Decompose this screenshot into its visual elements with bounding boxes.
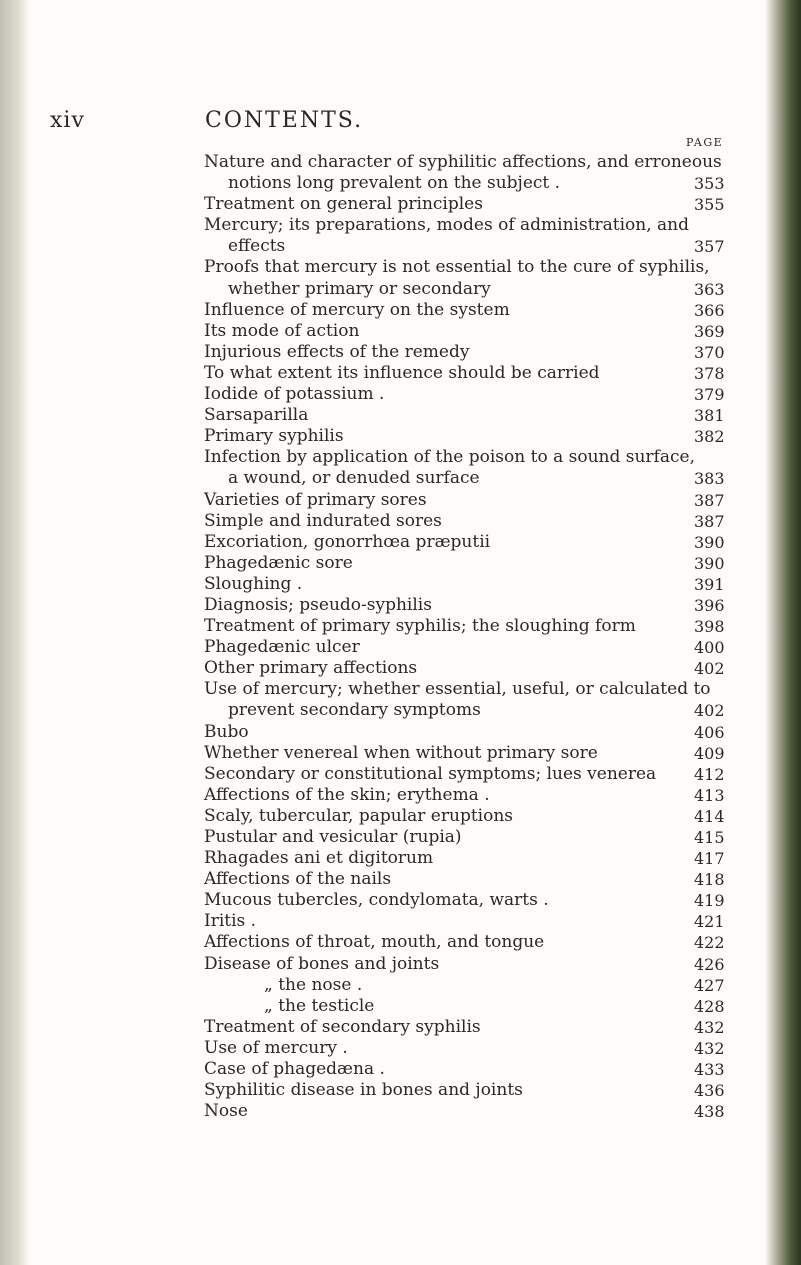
toc-entry-page: 390 <box>694 553 725 573</box>
toc-entry-page: 363 <box>694 279 725 299</box>
toc-entry-page: 390 <box>694 532 725 552</box>
toc-entry <box>204 447 724 468</box>
toc-entry-page: 387 <box>694 511 725 531</box>
toc-entry-title: Phagedænic ulcer <box>204 637 360 658</box>
toc-entry-title: Simple and indurated sores <box>204 510 442 531</box>
toc-entry-title: Nose <box>204 1101 248 1122</box>
toc-entry-page: 412 <box>694 764 725 784</box>
toc-entry <box>204 806 724 827</box>
toc-entry <box>204 1101 724 1122</box>
toc-entry-title: notions long prevalent on the subject . <box>228 173 561 194</box>
toc-entry-title: Secondary or constitutional symptoms; lues venerea <box>204 763 657 784</box>
toc-entry <box>204 975 724 996</box>
toc-entry <box>204 848 724 869</box>
toc-entry-title: Proofs that mercury is not essential to the cure of syphilis, <box>204 257 710 278</box>
toc-entry-title: Iritis . <box>204 911 257 932</box>
toc-entry-title: Varieties of primary sores <box>204 489 427 510</box>
toc-entry-page: 427 <box>694 975 725 995</box>
toc-entry <box>204 637 724 658</box>
toc-entry-page: 391 <box>694 574 725 594</box>
toc-entry <box>204 490 724 511</box>
toc-entry <box>204 911 724 932</box>
toc-entry-title: whether primary or secondary <box>228 278 491 299</box>
toc-entry-title: Phagedænic sore <box>204 552 353 573</box>
toc-entry-title: Treatment on general principles <box>204 194 483 215</box>
toc-entry-title: Injurious effects of the remedy <box>204 341 470 362</box>
toc-entry-title: Diagnosis; pseudo-syphilis <box>204 594 432 615</box>
toc-entry-title: Case of phagedæna . <box>204 1059 385 1080</box>
toc-entry-page: 357 <box>694 237 725 257</box>
toc-entry-page: 421 <box>694 912 725 932</box>
page-edge-shadow <box>0 0 30 1265</box>
toc-entry-page: 432 <box>694 1017 725 1037</box>
toc-entry <box>204 932 724 953</box>
toc-entry-page: 413 <box>694 785 725 805</box>
toc-entry-title: Bubo <box>204 721 249 742</box>
toc-entry <box>204 321 724 342</box>
toc-entry <box>204 1038 724 1059</box>
toc-entry-title: Sarsaparilla <box>204 405 309 426</box>
toc-entry-page: 414 <box>694 806 725 826</box>
toc-entry-page: 406 <box>694 722 725 742</box>
toc-entry-title: Nature and character of syphilitic affections, and erroneous <box>204 152 722 172</box>
toc-entry-title: Syphilitic disease in bones and joints <box>204 1080 523 1101</box>
toc-entry-page: 400 <box>694 638 725 658</box>
toc-entry-page: 370 <box>694 342 725 362</box>
toc-entry-title: Treatment of secondary syphilis <box>204 1016 481 1037</box>
toc-entry <box>204 511 724 532</box>
toc-entry-title: Other primary affections <box>204 658 418 679</box>
toc-entry-title: Use of mercury; whether essential, useful, or calculated to <box>204 679 711 700</box>
toc-entry <box>204 869 724 890</box>
toc-entry-page: 383 <box>694 469 725 489</box>
toc-entry-page: 402 <box>694 701 725 721</box>
toc-entry-page: 355 <box>694 195 725 215</box>
toc-entry-title: effects <box>228 236 286 257</box>
toc-entry <box>204 279 724 300</box>
toc-entry-title: Treatment of primary syphilis; the sloughing form <box>204 616 636 637</box>
toc-entry-page: 353 <box>694 174 725 194</box>
toc-entry-title: Affections of the skin; erythema . <box>204 784 490 805</box>
toc-entry <box>204 785 724 806</box>
toc-entry-page: 387 <box>694 490 725 510</box>
toc-entry <box>204 722 724 743</box>
toc-entry-page: 419 <box>694 891 725 911</box>
toc-entry-page: 396 <box>694 595 725 615</box>
toc-entry <box>204 468 724 489</box>
toc-entry <box>204 426 724 447</box>
toc-entry <box>204 405 724 426</box>
toc-entry-title: Infection by application of the poison to a sound surface, <box>204 447 695 468</box>
toc-entry <box>204 595 724 616</box>
toc-entry <box>204 236 724 257</box>
toc-entry-page: 433 <box>694 1060 725 1080</box>
page-column-label: PAGE <box>686 136 724 149</box>
toc-entry-title: Affections of throat, mouth, and tongue <box>204 932 545 953</box>
toc-entry <box>204 553 724 574</box>
toc-entry <box>204 954 724 975</box>
toc-entry-title: a wound, or denuded surface <box>228 468 480 489</box>
toc-entry-title: Whether venereal when without primary sore <box>204 742 598 763</box>
toc-entry <box>204 827 724 848</box>
toc-entry <box>204 384 724 405</box>
toc-entry-title: prevent secondary symptoms <box>228 700 481 721</box>
toc-entry-page: 398 <box>694 617 725 637</box>
page-number-roman: xiv <box>50 108 85 133</box>
toc-entry <box>204 743 724 764</box>
toc-entry <box>204 996 724 1017</box>
toc-entry-title: Disease of bones and joints <box>204 953 440 974</box>
toc-entry <box>204 300 724 321</box>
toc-entry <box>204 1059 724 1080</box>
toc-entry-page: 432 <box>694 1038 725 1058</box>
toc-entry-page: 369 <box>694 321 725 341</box>
toc-entry <box>204 215 724 236</box>
toc-entry-page: 426 <box>694 954 725 974</box>
toc-entry-page: 418 <box>694 870 725 890</box>
toc-entry-page: 422 <box>694 933 725 953</box>
book-binding-edge <box>765 0 801 1265</box>
toc-entry-title: „ the nose . <box>264 974 363 995</box>
toc-entry-page: 402 <box>694 659 725 679</box>
toc-entry-title: Mercury; its preparations, modes of administration, and <box>204 215 690 236</box>
toc-entry-title: Excoriation, gonorrhœa præputii <box>204 531 491 552</box>
toc-entry-title: Scaly, tubercular, papular eruptions <box>204 805 513 826</box>
toc-entry <box>204 257 724 278</box>
toc-entry-page: 366 <box>694 300 725 320</box>
toc-entry-page: 381 <box>694 406 725 426</box>
toc-entry-page: 382 <box>694 427 725 447</box>
toc-entry-title: Sloughing . <box>204 573 303 594</box>
toc-entry-title: Use of mercury . <box>204 1037 348 1058</box>
toc-entry <box>204 1017 724 1038</box>
toc-entry-title: Its mode of action <box>204 320 360 341</box>
toc-entry <box>204 890 724 911</box>
toc-entry <box>204 700 724 721</box>
toc-entry-title: Primary syphilis <box>204 426 344 447</box>
contents-list <box>204 152 724 1122</box>
toc-entry <box>204 173 724 194</box>
toc-entry <box>204 342 724 363</box>
toc-entry <box>204 616 724 637</box>
toc-entry-title: To what extent its influence should be carried <box>204 362 600 383</box>
toc-entry <box>204 152 724 173</box>
toc-entry <box>204 532 724 553</box>
toc-entry-page: 438 <box>694 1102 725 1122</box>
toc-entry <box>204 764 724 785</box>
toc-entry-title: Iodide of potassium . <box>204 384 385 405</box>
toc-entry <box>204 574 724 595</box>
toc-entry <box>204 194 724 215</box>
page-title: CONTENTS. <box>205 108 364 133</box>
toc-entry-title: Pustular and vesicular (rupia) <box>204 827 462 847</box>
toc-entry <box>204 679 724 700</box>
toc-entry-page: 378 <box>694 363 725 383</box>
toc-entry <box>204 363 724 384</box>
toc-entry-title: Mucous tubercles, condylomata, warts . <box>204 890 549 911</box>
toc-entry-title: Influence of mercury on the system <box>204 299 510 320</box>
toc-entry-page: 379 <box>694 385 725 405</box>
toc-entry-page: 415 <box>694 828 725 847</box>
toc-entry-page: 436 <box>694 1081 725 1101</box>
toc-entry-title: Affections of the nails <box>204 869 392 890</box>
toc-entry-page: 417 <box>694 849 725 869</box>
toc-entry <box>204 1080 724 1101</box>
toc-entry-title: „ the testicle <box>264 995 375 1016</box>
toc-entry-title: Rhagades ani et digitorum <box>204 848 434 869</box>
toc-entry-page: 428 <box>694 996 725 1016</box>
toc-entry <box>204 658 724 679</box>
toc-entry-page: 409 <box>694 743 725 763</box>
